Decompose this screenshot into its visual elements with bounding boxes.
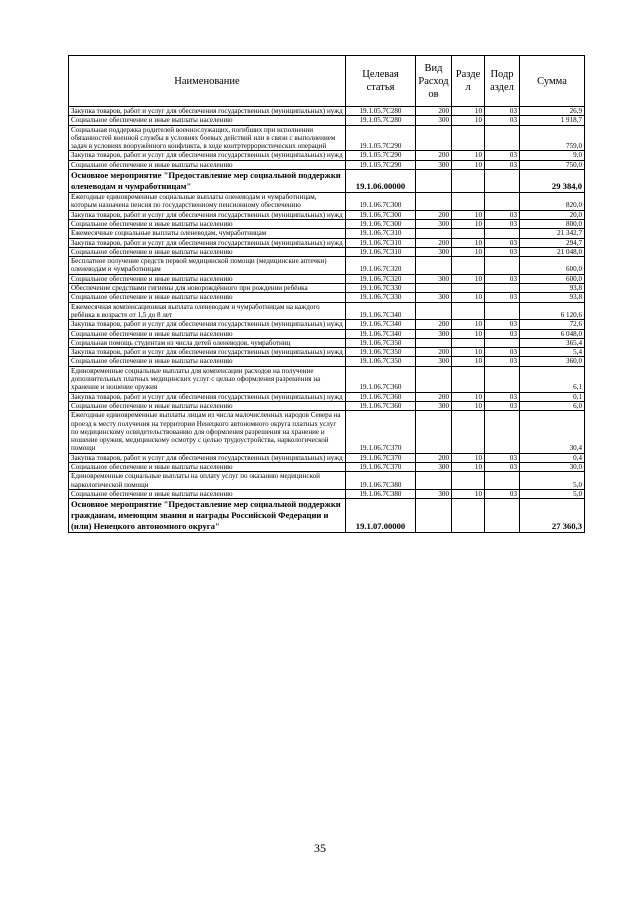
row-target-article: 19.1.05.7С290 [346,160,416,169]
row-section [452,193,485,211]
row-subsection [485,302,520,320]
row-sum: 759,0 [520,125,585,151]
row-subsection [485,499,520,533]
row-name: Социальное обеспечение и иные выплаты населению [69,462,346,471]
row-expense-type [416,411,452,453]
row-subsection: 03 [485,238,520,247]
row-target-article: 19.1.06.7С340 [346,320,416,329]
row-subsection: 03 [485,348,520,357]
row-name: Ежемесячные социальные выплаты оленеводам, чумработницам [69,229,346,238]
table-row [69,348,585,357]
row-target-article: 19.1.05.7С290 [346,151,416,160]
table-row [69,453,585,462]
row-section [452,499,485,533]
row-section: 10 [452,219,485,228]
row-expense-type: 200 [416,320,452,329]
table-row [69,293,585,302]
row-expense-type: 300 [416,219,452,228]
table-header-row [69,56,585,107]
row-sum: 9,0 [520,151,585,160]
row-expense-type: 300 [416,357,452,366]
row-section: 10 [452,116,485,125]
row-name: Социальное обеспечение и иные выплаты населению [69,219,346,228]
row-sum: 600,0 [520,257,585,275]
row-expense-type: 200 [416,238,452,247]
row-sum: 30,0 [520,462,585,471]
row-section [452,411,485,453]
table-row [69,489,585,498]
row-target-article: 19.1.06.7С350 [346,348,416,357]
table-row [69,247,585,256]
row-expense-type [416,366,452,392]
table-row [69,229,585,238]
row-target-article: 19.1.06.7С370 [346,462,416,471]
row-sum: 750,0 [520,160,585,169]
row-sum: 6,0 [520,401,585,410]
table-row [69,472,585,490]
row-expense-type [416,257,452,275]
row-section: 10 [452,489,485,498]
row-sum: 6,1 [520,366,585,392]
row-name: Закупка товаров, работ и услуг для обеспечения государственных (муниципальных) нужд [69,320,346,329]
row-target-article: 19.1.06.7С330 [346,284,416,293]
row-sum: 5,4 [520,348,585,357]
row-name: Бесплатное получение средств первой медицинской помощи (медицинские аптечки) оленеводам и чумработницам [69,257,346,275]
row-sum: 6 120,6 [520,302,585,320]
row-subsection: 03 [485,329,520,338]
row-target-article: 19.1.05.7С290 [346,125,416,151]
row-name: Закупка товаров, работ и услуг для обеспечения государственных (муниципальных) нужд [69,453,346,462]
row-section: 10 [452,357,485,366]
row-sum: 1 918,7 [520,116,585,125]
row-section: 10 [452,107,485,116]
row-subsection: 03 [485,116,520,125]
row-subsection: 03 [485,489,520,498]
row-section: 10 [452,392,485,401]
row-expense-type [416,472,452,490]
header-name: Наименование [69,56,346,107]
row-sum: 5,0 [520,472,585,490]
header-section: Разде л [452,56,485,107]
table-row [69,219,585,228]
row-subsection: 03 [485,107,520,116]
row-subsection: 03 [485,160,520,169]
table-row [69,160,585,169]
row-subsection: 03 [485,462,520,471]
row-expense-type: 200 [416,453,452,462]
row-subsection: 03 [485,293,520,302]
row-name: Основное мероприятие "Предоставление мер социальной поддержки гражданам, имеющим звания и награды Российской Федерации и (или) Ненецкого автономного округа" [69,499,346,533]
row-target-article: 19.1.06.7С360 [346,401,416,410]
table-row [69,274,585,283]
row-section: 10 [452,274,485,283]
row-target-article: 19.1.06.7С340 [346,302,416,320]
table-row [69,151,585,160]
row-section: 10 [452,320,485,329]
row-target-article: 19.1.06.7С320 [346,257,416,275]
row-name: Ежемесячная компенсационная выплата оленеводам и чумработницам на каждого ребёнка в возрасте от 1,5 до 8 лет [69,302,346,320]
row-section: 10 [452,151,485,160]
table-row [69,125,585,151]
row-section: 10 [452,348,485,357]
row-expense-type [416,193,452,211]
row-expense-type: 200 [416,107,452,116]
row-subsection: 03 [485,320,520,329]
row-target-article: 19.1.06.7С310 [346,238,416,247]
header-subsection: Подр аздел [485,56,520,107]
row-name: Закупка товаров, работ и услуг для обеспечения государственных (муниципальных) нужд [69,107,346,116]
row-name: Социальное обеспечение и иные выплаты населению [69,247,346,256]
header-sum: Сумма [520,56,585,107]
row-subsection [485,170,520,193]
row-subsection: 03 [485,453,520,462]
row-target-article: 19.1.06.00000 [346,170,416,193]
budget-table [68,55,585,533]
row-name: Основное мероприятие "Предоставление мер социальной поддержки оленеводам и чумработницам" [69,170,346,193]
row-subsection: 03 [485,401,520,410]
row-name: Социальная поддержка родителей военнослужащих, погибших при исполнении обязанностей военной службы в условиях боевых действий или в связи с выполнением задач в условиях вооружённого конфликта, в ходе контртеррористических операций [69,125,346,151]
row-name: Социальное обеспечение и иные выплаты населению [69,160,346,169]
row-expense-type: 300 [416,274,452,283]
table-row [69,210,585,219]
table-row [69,401,585,410]
row-name: Закупка товаров, работ и услуг для обеспечения государственных (муниципальных) нужд [69,210,346,219]
row-section [452,338,485,347]
row-subsection: 03 [485,247,520,256]
table-row [69,462,585,471]
row-section: 10 [452,401,485,410]
row-expense-type: 200 [416,210,452,219]
row-expense-type [416,170,452,193]
table-row [69,329,585,338]
row-target-article: 19.1.07.00000 [346,499,416,533]
row-sum: 600,0 [520,274,585,283]
row-subsection [485,284,520,293]
table-row [69,392,585,401]
row-expense-type: 300 [416,329,452,338]
row-sum: 0,1 [520,392,585,401]
table-row [69,107,585,116]
row-sum: 30,4 [520,411,585,453]
row-target-article: 19.1.06.7С370 [346,411,416,453]
row-target-article: 19.1.05.7С280 [346,107,416,116]
row-name: Закупка товаров, работ и услуг для обеспечения государственных (муниципальных) нужд [69,348,346,357]
table-body [69,107,585,533]
row-subsection: 03 [485,151,520,160]
row-sum: 21 048,0 [520,247,585,256]
row-target-article: 19.1.06.7С360 [346,366,416,392]
row-sum: 72,6 [520,320,585,329]
row-target-article: 19.1.06.7С380 [346,489,416,498]
row-section [452,284,485,293]
row-section [452,125,485,151]
row-expense-type [416,338,452,347]
row-expense-type: 200 [416,151,452,160]
row-name: Ежегодные единовременные социальные выплаты оленеводам и чумработницам, которым назначена пенсия по государственному пенсионному обеспечению [69,193,346,211]
row-section: 10 [452,238,485,247]
row-section: 10 [452,247,485,256]
row-subsection [485,411,520,453]
row-subsection: 03 [485,357,520,366]
row-target-article: 19.1.06.7С330 [346,293,416,302]
row-name: Закупка товаров, работ и услуг для обеспечения государственных (муниципальных) нужд [69,392,346,401]
row-expense-type: 300 [416,462,452,471]
row-target-article: 19.1.06.7С300 [346,219,416,228]
row-name: Социальное обеспечение и иные выплаты населению [69,293,346,302]
row-target-article: 19.1.06.7С300 [346,210,416,219]
row-section [452,229,485,238]
row-target-article: 19.1.06.7С310 [346,229,416,238]
table-row [69,284,585,293]
row-name: Единовременные социальные выплаты на оплату услуг по оказанию медицинской наркологической помощи [69,472,346,490]
row-subsection: 03 [485,392,520,401]
row-section: 10 [452,210,485,219]
row-subsection [485,257,520,275]
row-sum: 93,8 [520,284,585,293]
row-section [452,257,485,275]
table-row [69,302,585,320]
row-sum: 800,0 [520,219,585,228]
row-expense-type [416,302,452,320]
table-row [69,499,585,533]
row-subsection [485,229,520,238]
row-subsection [485,338,520,347]
row-section: 10 [452,462,485,471]
row-expense-type [416,284,452,293]
row-subsection: 03 [485,274,520,283]
table-row [69,411,585,453]
row-target-article: 19.1.06.7С300 [346,193,416,211]
row-subsection [485,193,520,211]
page-number: 35 [314,841,326,855]
row-sum: 29 384,0 [520,170,585,193]
table-row [69,366,585,392]
row-subsection [485,472,520,490]
row-section: 10 [452,453,485,462]
row-target-article: 19.1.06.7С350 [346,357,416,366]
row-target-article: 19.1.06.7С370 [346,453,416,462]
row-section [452,472,485,490]
row-expense-type [416,125,452,151]
row-sum: 6 048,0 [520,329,585,338]
row-subsection [485,125,520,151]
row-subsection [485,366,520,392]
row-target-article: 19.1.05.7С280 [346,116,416,125]
row-section: 10 [452,293,485,302]
table-row [69,338,585,347]
row-name: Закупка товаров, работ и услуг для обеспечения государственных (муниципальных) нужд [69,151,346,160]
row-sum: 5,0 [520,489,585,498]
header-expense-type: Вид Расход ов [416,56,452,107]
row-target-article: 19.1.06.7С380 [346,472,416,490]
row-expense-type: 300 [416,489,452,498]
row-name: Закупка товаров, работ и услуг для обеспечения государственных (муниципальных) нужд [69,238,346,247]
table-row [69,238,585,247]
row-expense-type [416,229,452,238]
row-name: Социальное обеспечение и иные выплаты населению [69,274,346,283]
row-expense-type: 300 [416,160,452,169]
row-sum: 93,8 [520,293,585,302]
row-name: Обеспечение средствами гигиены для новорождённого при рождении ребёнка [69,284,346,293]
header-target-article: Целевая статья [346,56,416,107]
row-expense-type: 300 [416,293,452,302]
row-section: 10 [452,329,485,338]
row-target-article: 19.1.06.7С360 [346,392,416,401]
row-sum: 27 360,3 [520,499,585,533]
table-row [69,257,585,275]
row-name: Социальное обеспечение и иные выплаты населению [69,329,346,338]
row-target-article: 19.1.06.7С350 [346,338,416,347]
row-name: Социальное обеспечение и иные выплаты населению [69,401,346,410]
row-subsection: 03 [485,219,520,228]
row-sum: 20,0 [520,210,585,219]
row-expense-type: 300 [416,116,452,125]
row-sum: 360,0 [520,357,585,366]
row-target-article: 19.1.06.7С340 [346,329,416,338]
row-name: Социальное обеспечение и иные выплаты населению [69,357,346,366]
row-sum: 365,4 [520,338,585,347]
row-section [452,366,485,392]
row-sum: 21 342,7 [520,229,585,238]
row-sum: 820,0 [520,193,585,211]
row-expense-type: 300 [416,247,452,256]
row-expense-type: 200 [416,392,452,401]
table-row [69,170,585,193]
row-sum: 26,9 [520,107,585,116]
table-row [69,193,585,211]
row-name: Единовременные социальные выплаты для компенсации расходов на получение дополнительных платных медицинских услуг с целью оформления разрешения на хранение и ношение оружия [69,366,346,392]
row-section [452,170,485,193]
row-section [452,302,485,320]
row-name: Социальное обеспечение и иные выплаты населению [69,489,346,498]
row-subsection: 03 [485,210,520,219]
row-name: Социальная помощь студентам из числа детей оленеводов, чумработниц [69,338,346,347]
row-sum: 294,7 [520,238,585,247]
row-target-article: 19.1.06.7С320 [346,274,416,283]
row-name: Социальное обеспечение и иные выплаты населению [69,116,346,125]
row-expense-type: 300 [416,401,452,410]
table-row [69,116,585,125]
row-name: Ежегодные единовременные выплаты лицам из числа малочисленных народов Севера на проезд к месту получения на территории Ненецкого автономного округа платных услуг по медицинскому освидетельствованию для оформления разрешения на хранение и ношение оружия, медицинскому осмотру с целью трудоустройства, наркологической помощи [69,411,346,453]
row-section: 10 [452,160,485,169]
row-expense-type: 200 [416,348,452,357]
row-expense-type [416,499,452,533]
table-row [69,320,585,329]
table-row [69,357,585,366]
row-target-article: 19.1.06.7С310 [346,247,416,256]
row-sum: 0,4 [520,453,585,462]
